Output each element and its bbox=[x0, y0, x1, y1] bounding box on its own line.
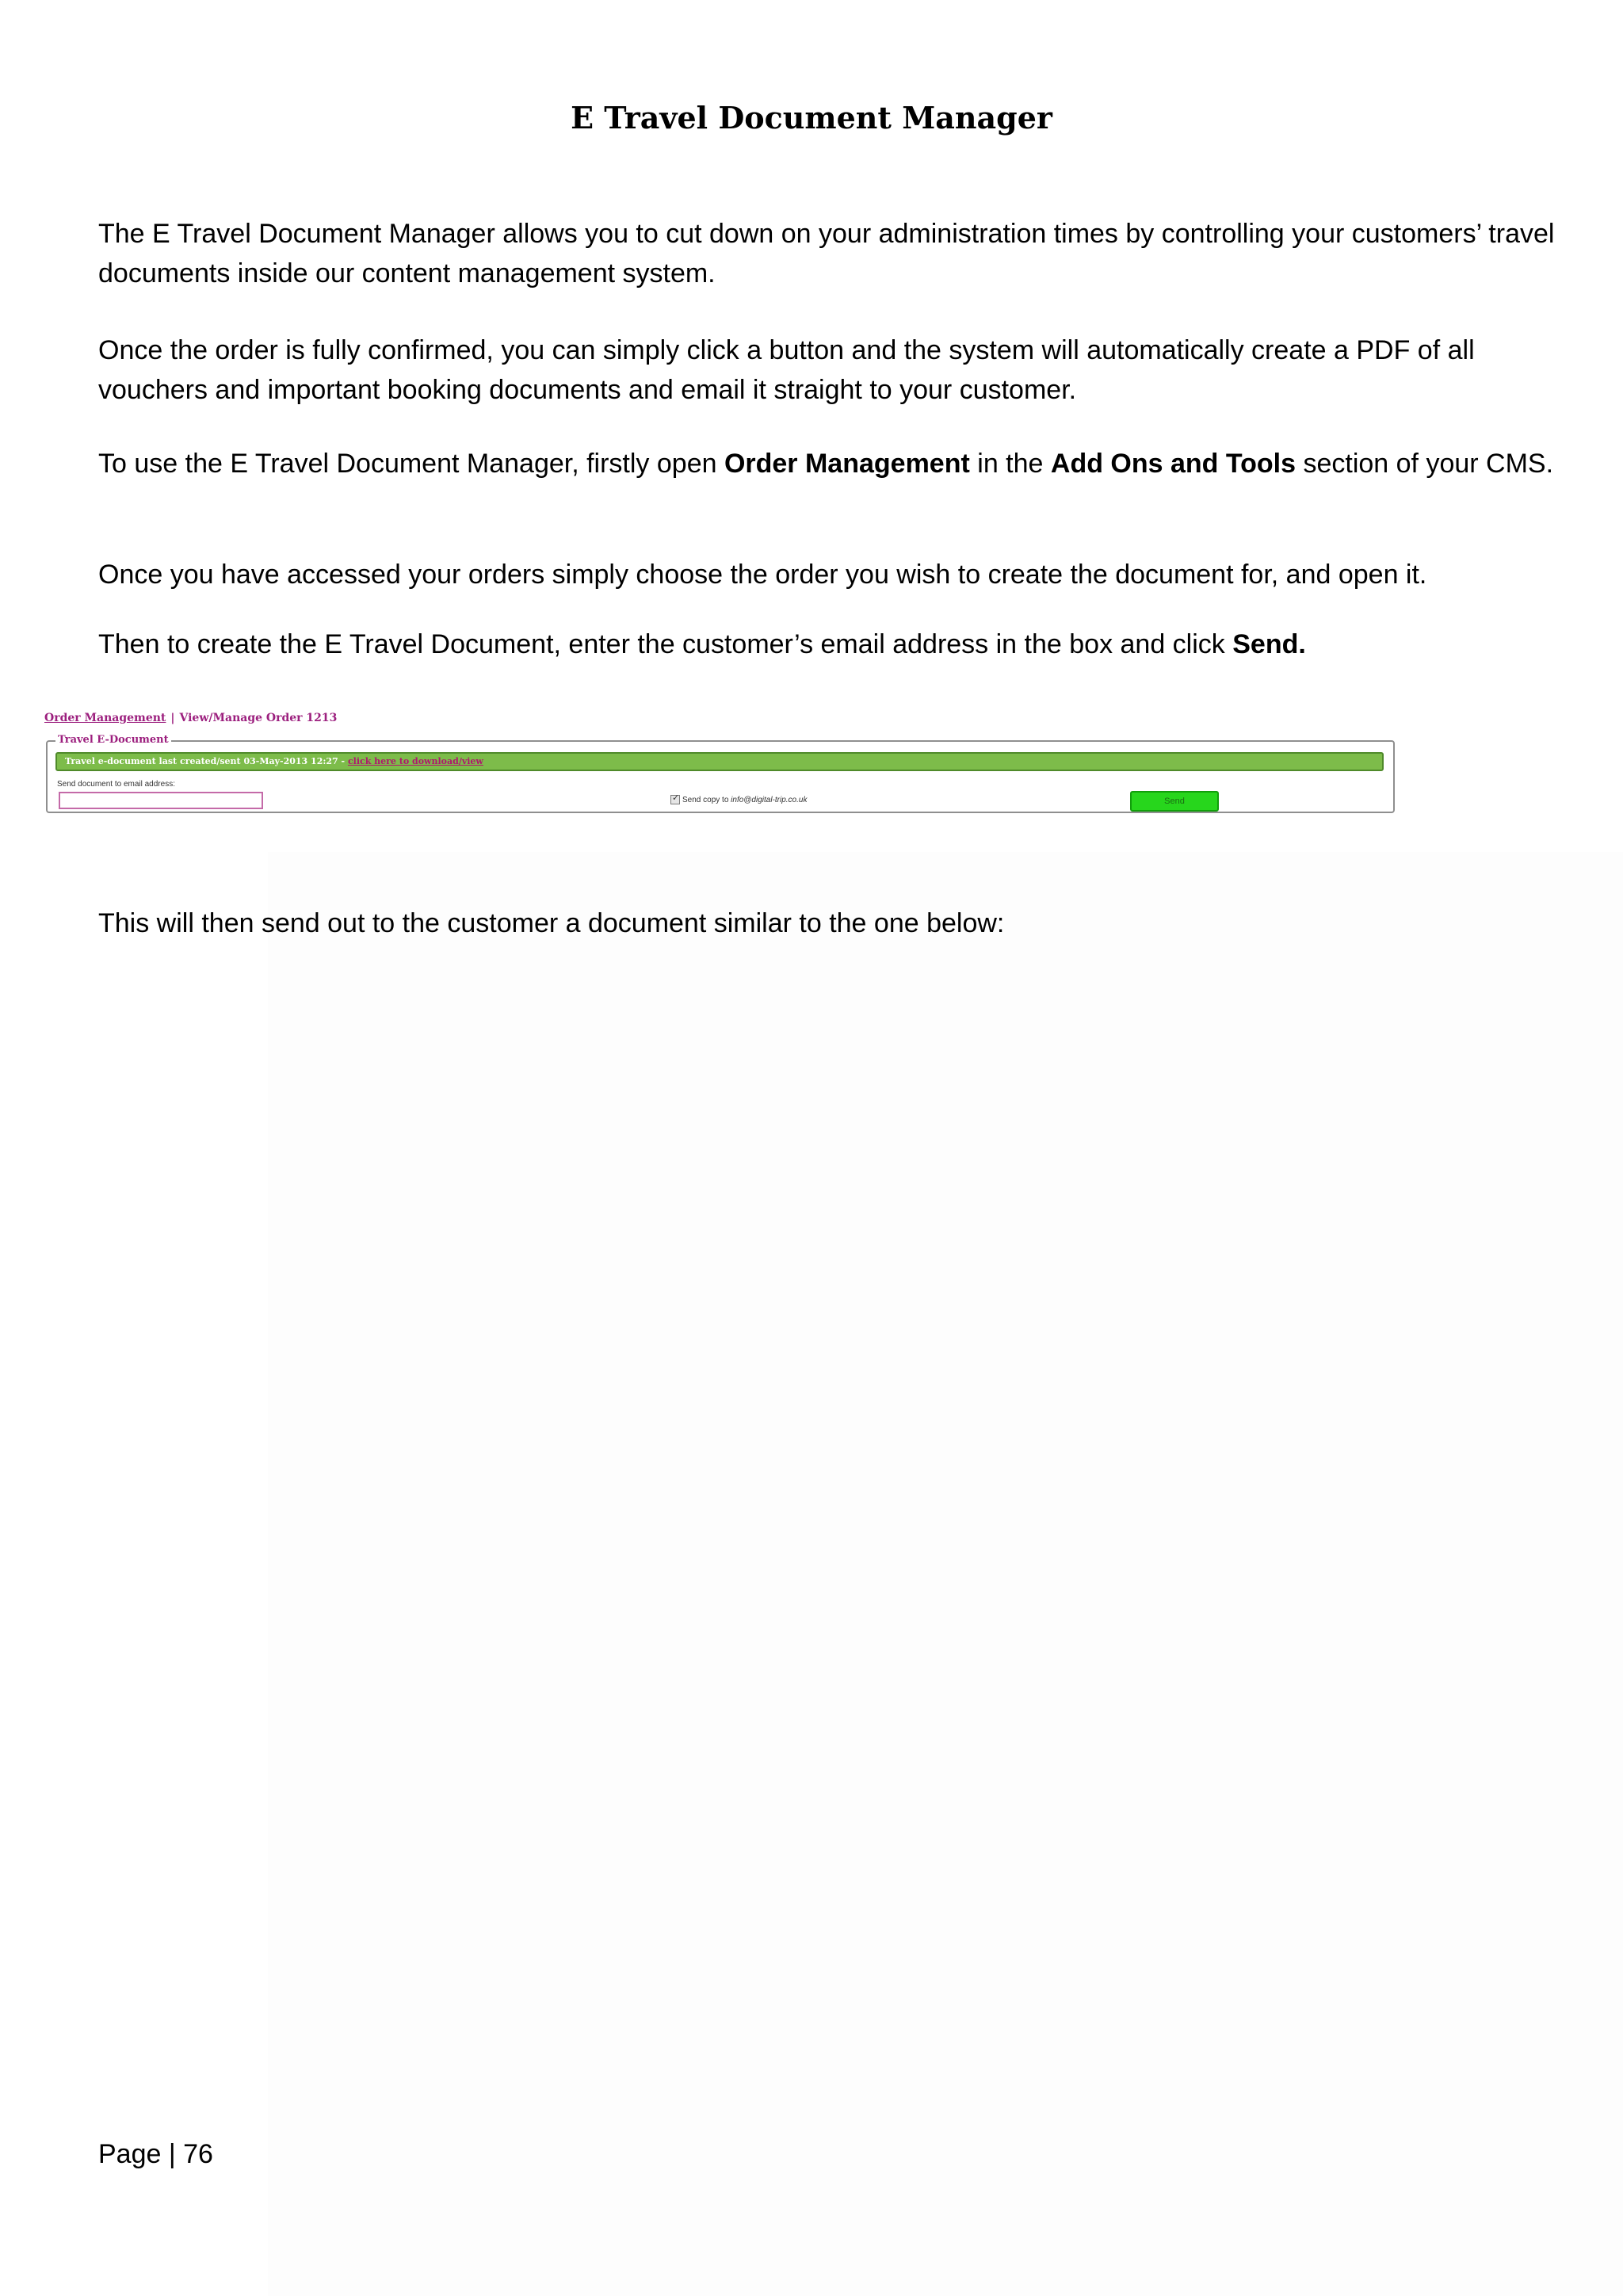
order-management-emphasis: Order Management bbox=[724, 449, 970, 479]
send-copy-email: info@digital-trip.co.uk bbox=[731, 796, 808, 804]
send-copy-option bbox=[670, 794, 807, 807]
intro-paragraph: The E Travel Document Manager allows you to cut down on your administration times by controlling your customers’ travel documents inside our content management system. bbox=[98, 219, 1555, 288]
page-title: E Travel Document Manager bbox=[571, 100, 1052, 136]
usage-text-prefix: To use the E Travel Document Manager, firstly open bbox=[98, 449, 724, 479]
download-view-link[interactable]: click here to download/view bbox=[347, 756, 483, 766]
breadcrumb-separator: | bbox=[170, 712, 175, 724]
page-background bbox=[268, 852, 1623, 2296]
send-button[interactable]: Send bbox=[1130, 791, 1219, 812]
order-management-screenshot bbox=[44, 709, 1400, 820]
create-text-prefix: Then to create the E Travel Document, enter the customer’s email address in the box and click bbox=[98, 629, 1233, 659]
fieldset-legend: Travel E-Document bbox=[55, 733, 171, 747]
usage-paragraph bbox=[98, 444, 1556, 483]
create-paragraph bbox=[98, 625, 1556, 664]
send-copy-checkbox[interactable] bbox=[670, 795, 680, 804]
status-bar bbox=[55, 752, 1384, 771]
add-ons-tools-emphasis: Add Ons and Tools bbox=[1050, 449, 1296, 479]
accessed-paragraph: Once you have accessed your orders simply choose the order you wish to create the document for, and open it. bbox=[98, 560, 1427, 590]
usage-text-mid: in the bbox=[969, 449, 1051, 479]
breadcrumb-current: View/Manage Order 1213 bbox=[179, 712, 338, 724]
page-number: Page | 76 bbox=[98, 2139, 213, 2169]
travel-edocument-fieldset bbox=[46, 734, 1395, 813]
breadcrumb-order-management-link[interactable]: Order Management bbox=[44, 712, 166, 724]
check-icon: ✓ bbox=[672, 793, 680, 804]
usage-text-suffix: section of your CMS. bbox=[1296, 449, 1554, 479]
send-copy-label: Send copy to bbox=[682, 796, 731, 804]
email-field-label: Send document to email address: bbox=[57, 780, 175, 789]
result-paragraph: This will then send out to the customer a document similar to the one below: bbox=[98, 908, 1005, 938]
confirmed-paragraph: Once the order is fully confirmed, you can simply click a button and the system will automatically create a PDF of all vouchers and important booking documents and email it straight to your customer. bbox=[98, 335, 1475, 405]
status-text: Travel e-document last created/sent 03-May-2013 12:27 - bbox=[65, 756, 348, 766]
email-field[interactable] bbox=[59, 792, 263, 809]
send-emphasis: Send. bbox=[1232, 629, 1306, 659]
breadcrumb bbox=[44, 709, 337, 727]
